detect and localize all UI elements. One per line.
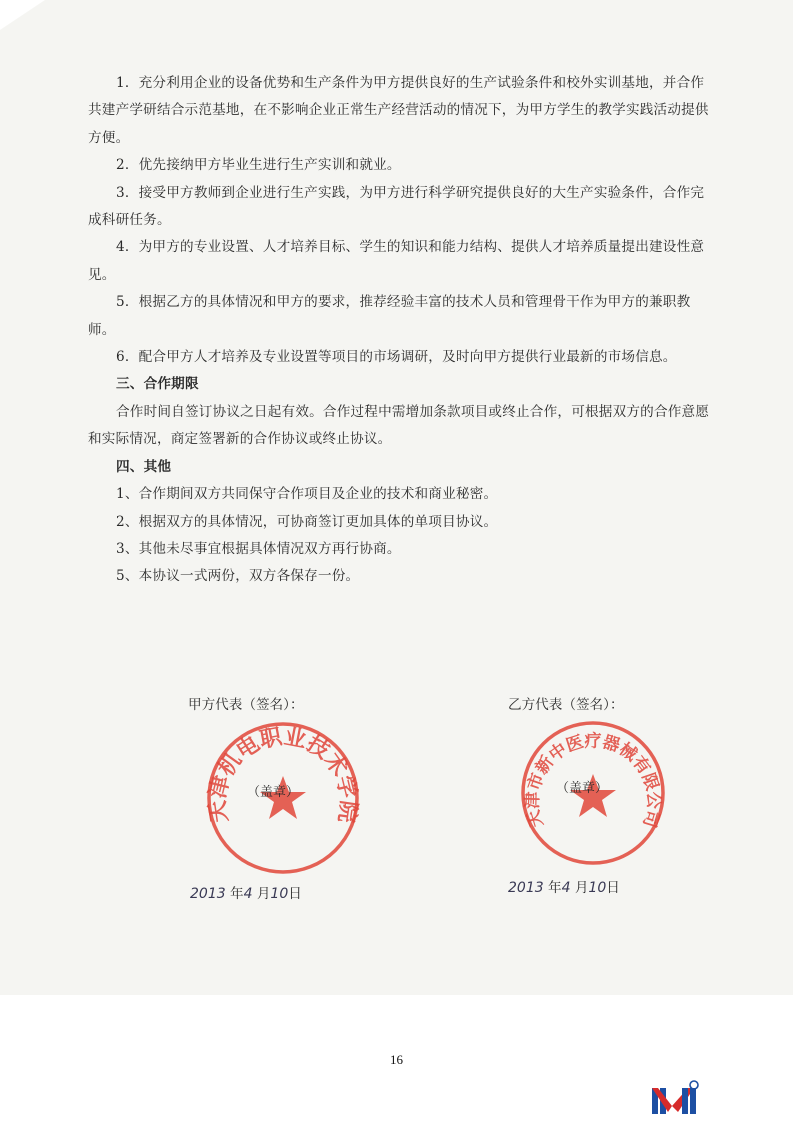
other-item-5: 5、本协议一式两份，双方各保存一份。 <box>116 568 360 585</box>
page-number: 16 <box>390 1052 403 1067</box>
svg-text:天津机电职业技术学院 <box>205 724 361 824</box>
section-heading-term: 三、合作期限 <box>116 376 199 393</box>
party-a-label: 甲方代表（签名）： <box>188 697 304 713</box>
party-b-seal-mark: （盖章） <box>556 781 609 796</box>
clause-6: 6．配合甲方人才培养及专业设置等项目的市场调研，及时向甲方提供行业最新的市场信息。 <box>116 349 677 366</box>
term-text: 合作时间自签订协议之日起有效。合作过程中需增加条款项目或终止合作，可根据双方的合作意愿和实际情况，商定签署新的合作协议或终止协议。 <box>88 403 710 448</box>
other-item-1: 1、合作期间双方共同保守合作项目及企业的技术和商业秘密。 <box>116 486 498 503</box>
clause-5: 5．根据乙方的具体情况和甲方的要求，推荐经验丰富的技术人员和管理骨干作为甲方的兼职教师。 <box>88 294 691 338</box>
party-a-seal <box>203 718 363 878</box>
section-heading-other: 四、其他 <box>116 458 172 475</box>
other-item-3: 3、其他未尽事宜根据具体情况双方再行协商。 <box>116 540 401 557</box>
clause-2: 2．优先接纳甲方毕业生进行生产实训和就业。 <box>116 157 401 174</box>
agreement-body <box>88 70 713 591</box>
other-item-2: 2、根据双方的具体情况，可协商签订更加具体的单项目协议。 <box>116 513 498 530</box>
folded-corner <box>0 0 45 30</box>
party-a-seal-mark: （盖章） <box>247 785 300 800</box>
party-b-date: 2013 年4 月10日 <box>508 880 620 896</box>
party-a-seal-text: 天津机电职业技术学院 <box>205 724 361 825</box>
party-a-date: 2013 年4 月10日 <box>190 886 302 902</box>
party-b-seal-text: 天津市新中医疗器械有限公司 <box>522 731 664 830</box>
clause-3: 3．接受甲方教师到企业进行生产实践，为甲方进行科学研究提供良好的大生产实验条件，合作完成科研任务。 <box>88 184 705 229</box>
party-b-seal <box>518 718 668 868</box>
party-b-label: 乙方代表（签名）： <box>508 697 624 713</box>
me-logo-icon <box>648 1080 700 1116</box>
clause-4: 4．为甲方的专业设置、人才培养目标、学生的知识和能力结构、提供人才培养质量提出建设性意见。 <box>88 239 705 283</box>
clause-1: 1．充分利用企业的设备优势和生产条件为甲方提供良好的生产试验条件和校外实训基地，并合作共建产学研结合示范基地，在不影响企业正常生产经营活动的情况下，为甲方学生的教学实践活动提供方便。 <box>88 75 709 146</box>
